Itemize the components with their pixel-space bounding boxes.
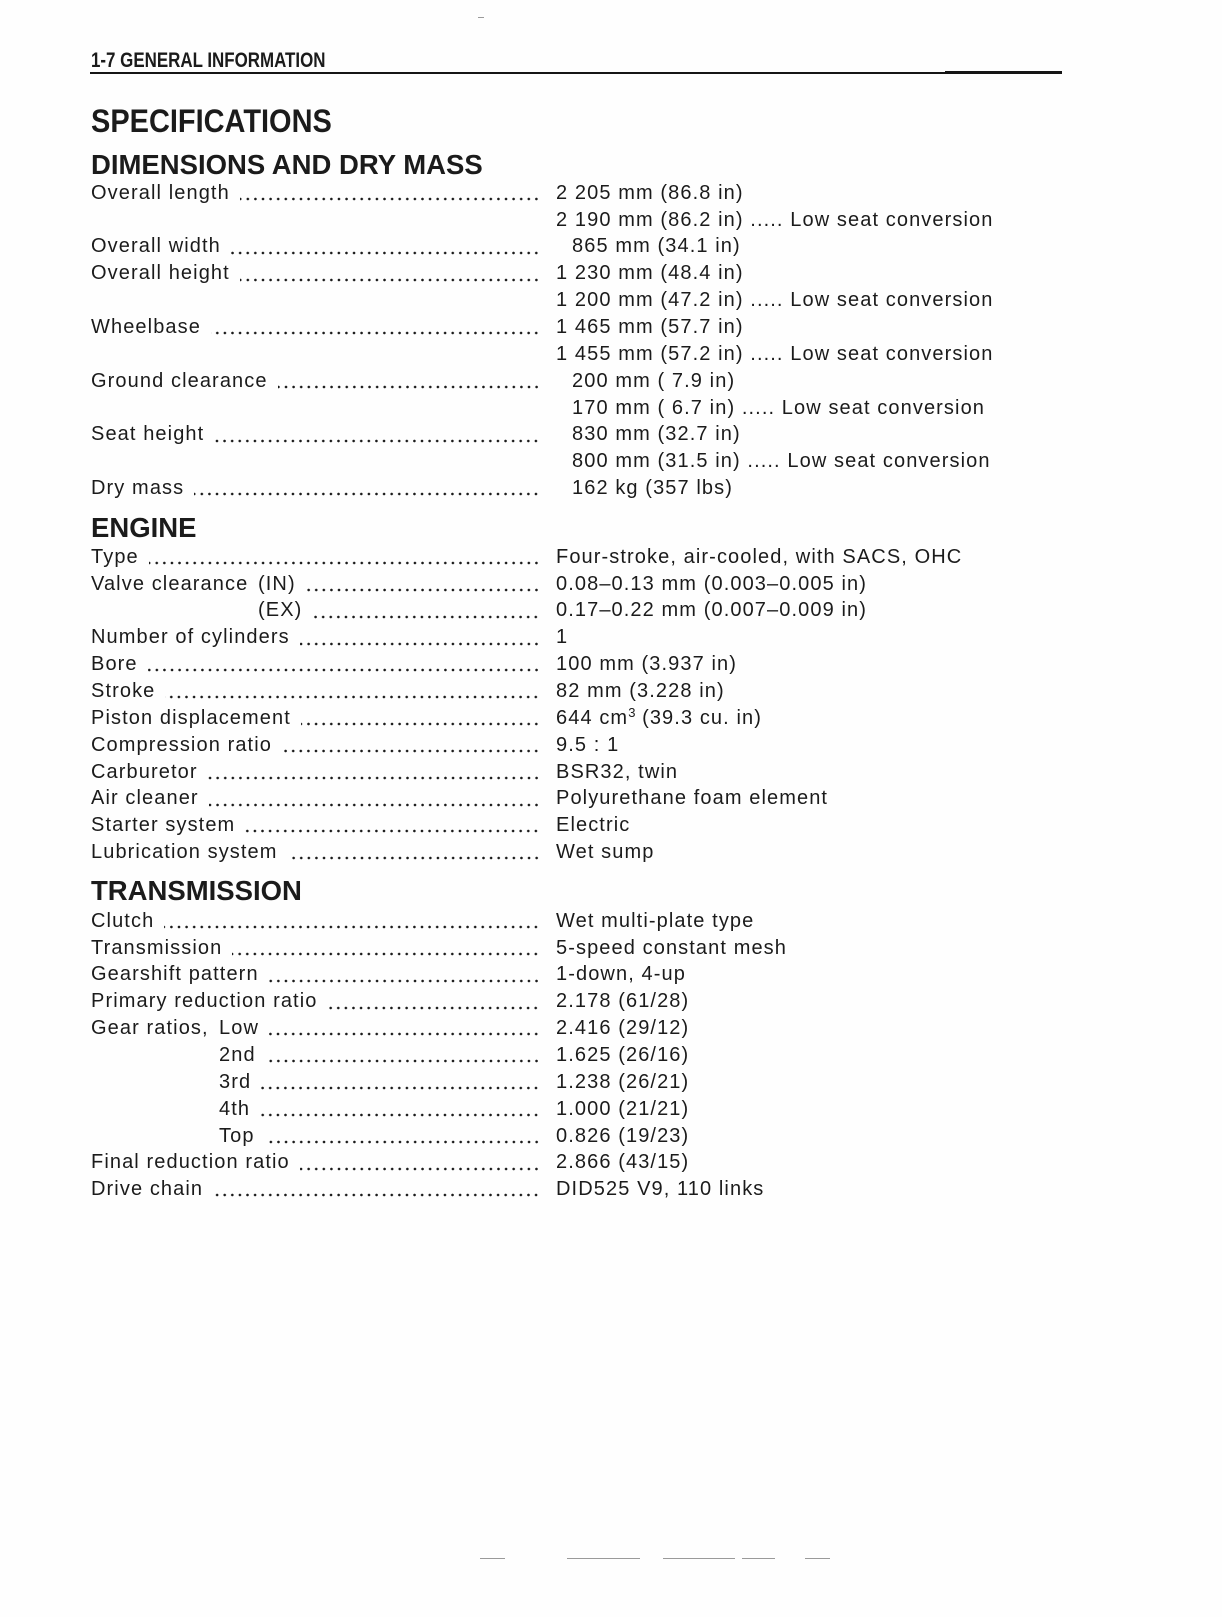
spec-value-column bbox=[556, 678, 725, 705]
spec-value-column bbox=[572, 421, 741, 448]
spec-label: Primary reduction ratio bbox=[91, 990, 318, 1013]
spec-value: Four-stroke, air-cooled, with SACS, OHC bbox=[556, 545, 963, 568]
spec-label: Wheelbase bbox=[91, 316, 201, 339]
spec-row bbox=[91, 1042, 1091, 1069]
spec-label-column bbox=[91, 180, 540, 207]
dot-leader bbox=[266, 1042, 540, 1069]
dot-leader bbox=[208, 759, 540, 786]
dot-leader bbox=[213, 1176, 540, 1203]
spec-sublabel: 3rd bbox=[219, 1070, 252, 1093]
spec-value: 2.866 (43/15) bbox=[556, 1151, 690, 1174]
spec-value-column bbox=[556, 341, 993, 368]
spec-sublabel: Top bbox=[219, 1124, 255, 1147]
spec-row bbox=[91, 421, 1091, 448]
spec-value-column bbox=[556, 1042, 689, 1069]
spec-row bbox=[91, 935, 1091, 962]
spec-value-column bbox=[572, 448, 991, 475]
spec-label-column bbox=[91, 732, 540, 759]
spec-row bbox=[91, 988, 1091, 1015]
spec-label-column bbox=[91, 341, 540, 368]
header-rule bbox=[90, 72, 1062, 74]
spec-row bbox=[91, 287, 1091, 314]
spec-label-column bbox=[91, 678, 540, 705]
spec-value: DID525 V9, 110 links bbox=[556, 1178, 765, 1201]
dot-leader bbox=[282, 732, 540, 759]
spec-value: 1.000 (21/21) bbox=[556, 1097, 690, 1120]
spec-row bbox=[91, 597, 1091, 624]
spec-row bbox=[91, 1149, 1091, 1176]
spec-row bbox=[91, 759, 1091, 786]
dot-leader bbox=[288, 839, 540, 866]
dot-leader bbox=[165, 678, 540, 705]
spec-row bbox=[91, 678, 1091, 705]
dot-leader bbox=[265, 1123, 540, 1150]
spec-sublabel: Low bbox=[219, 1017, 259, 1040]
scan-mark bbox=[478, 17, 484, 18]
dot-leader bbox=[327, 988, 540, 1015]
spec-label: Carburetor bbox=[91, 760, 198, 783]
spec-label-column bbox=[91, 395, 540, 422]
section-heading-dimensions: DIMENSIONS AND DRY MASS bbox=[91, 149, 483, 180]
spec-value: 100 mm (3.937 in) bbox=[556, 653, 737, 676]
dot-leader bbox=[194, 475, 540, 502]
dot-leader bbox=[260, 1096, 540, 1123]
header-rule-accent bbox=[945, 71, 1062, 74]
spec-value: Wet multi-plate type bbox=[556, 909, 755, 932]
spec-value: 170 mm ( 6.7 in) ..... Low seat conversion bbox=[572, 396, 986, 419]
spec-row bbox=[91, 544, 1091, 571]
spec-row bbox=[91, 624, 1091, 651]
spec-label-column bbox=[91, 961, 540, 988]
spec-list-transmission bbox=[91, 908, 1091, 1203]
spec-value: 1 455 mm (57.2 in) ..... Low seat conversion bbox=[556, 342, 994, 365]
spec-label bbox=[91, 1096, 219, 1123]
spec-sublabel: 2nd bbox=[219, 1044, 256, 1067]
spec-value: 9.5 : 1 bbox=[556, 733, 620, 756]
spec-label: Final reduction ratio bbox=[91, 1151, 290, 1174]
spec-label: Number of cylinders bbox=[91, 626, 290, 649]
spec-label: Drive chain bbox=[91, 1178, 204, 1201]
spec-value: 644 cm bbox=[556, 706, 629, 729]
spec-value: 1-down, 4-up bbox=[556, 963, 686, 986]
spec-value: Electric bbox=[556, 814, 631, 837]
spec-label: Gear ratios, bbox=[91, 1017, 209, 1040]
superscript: 3 bbox=[628, 704, 636, 720]
scan-mark bbox=[663, 1558, 735, 1559]
spec-row bbox=[91, 1069, 1091, 1096]
spec-value: 1 200 mm (47.2 in) ..... Low seat conversion bbox=[556, 289, 994, 312]
spec-label-column bbox=[91, 1069, 540, 1096]
spec-label-column bbox=[91, 368, 540, 395]
dot-leader bbox=[269, 961, 540, 988]
spec-value: 1 bbox=[556, 626, 569, 649]
spec-label: Transmission bbox=[91, 936, 223, 959]
dot-leader bbox=[214, 421, 540, 448]
spec-value-column bbox=[556, 812, 630, 839]
dot-leader bbox=[301, 705, 540, 732]
spec-label-column bbox=[91, 759, 540, 786]
spec-value: 5-speed constant mesh bbox=[556, 936, 788, 959]
spec-label: Stroke bbox=[91, 680, 156, 703]
section-heading-transmission: TRANSMISSION bbox=[91, 875, 302, 906]
spec-value: 865 mm (34.1 in) bbox=[572, 235, 741, 258]
spec-value-column bbox=[556, 1176, 764, 1203]
spec-row bbox=[91, 1015, 1091, 1042]
spec-value: 2 205 mm (86.8 in) bbox=[556, 181, 744, 204]
spec-value-column bbox=[572, 395, 985, 422]
spec-value: 1.625 (26/16) bbox=[556, 1044, 690, 1067]
spec-row bbox=[91, 341, 1091, 368]
spec-label: Ground clearance bbox=[91, 369, 268, 392]
scan-mark bbox=[805, 1558, 830, 1559]
dot-leader bbox=[269, 1015, 540, 1042]
dot-leader bbox=[240, 180, 540, 207]
spec-label-column bbox=[91, 287, 540, 314]
spec-label-column bbox=[91, 1015, 540, 1042]
spec-value-column bbox=[556, 935, 787, 962]
spec-label bbox=[91, 597, 258, 624]
spec-label-column bbox=[91, 705, 540, 732]
spec-sublabel: 4th bbox=[219, 1097, 251, 1120]
spec-row bbox=[91, 651, 1091, 678]
dot-leader bbox=[240, 260, 540, 287]
spec-row bbox=[91, 571, 1091, 598]
spec-row bbox=[91, 1123, 1091, 1150]
spec-sublabel: (EX) bbox=[258, 599, 303, 622]
spec-row bbox=[91, 812, 1091, 839]
dot-leader bbox=[164, 908, 540, 935]
spec-value: BSR32, twin bbox=[556, 760, 679, 783]
spec-label: Bore bbox=[91, 653, 138, 676]
spec-value-column bbox=[556, 988, 689, 1015]
dot-leader bbox=[261, 1069, 540, 1096]
spec-sublabel: (IN) bbox=[258, 572, 296, 595]
spec-value-column bbox=[556, 1069, 689, 1096]
spec-row bbox=[91, 908, 1091, 935]
spec-label-column bbox=[91, 1042, 540, 1069]
section-heading-engine: ENGINE bbox=[91, 512, 197, 543]
spec-value-column bbox=[556, 1123, 689, 1150]
spec-value: 1.238 (26/21) bbox=[556, 1070, 690, 1093]
dot-leader bbox=[148, 651, 540, 678]
dot-leader bbox=[300, 624, 540, 651]
spec-value-column bbox=[556, 839, 654, 866]
scan-mark bbox=[567, 1558, 640, 1559]
dot-leader bbox=[231, 233, 540, 260]
spec-row bbox=[91, 395, 1091, 422]
spec-label: Type bbox=[91, 545, 139, 568]
spec-row bbox=[91, 732, 1091, 759]
spec-label: Air cleaner bbox=[91, 787, 199, 810]
page-title bbox=[91, 102, 357, 140]
spec-value-column bbox=[556, 544, 962, 571]
spec-row bbox=[91, 475, 1091, 502]
dot-leader bbox=[209, 785, 540, 812]
spec-row bbox=[91, 314, 1091, 341]
spec-label-column bbox=[91, 812, 540, 839]
spec-label-column bbox=[91, 421, 540, 448]
spec-value-column bbox=[556, 287, 993, 314]
spec-value: 0.08–0.13 mm (0.003–0.005 in) bbox=[556, 572, 867, 595]
spec-value-column bbox=[556, 651, 737, 678]
spec-value: 0.826 (19/23) bbox=[556, 1124, 690, 1147]
spec-value-column bbox=[556, 1015, 689, 1042]
spec-value: 830 mm (32.7 in) bbox=[572, 423, 741, 446]
running-header-title: 1-7 GENERAL INFORMATION bbox=[91, 49, 326, 72]
spec-value-column bbox=[556, 314, 744, 341]
spec-row bbox=[91, 233, 1091, 260]
spec-row bbox=[91, 839, 1091, 866]
spec-value-suffix: (39.3 cu. in) bbox=[635, 706, 762, 729]
running-header bbox=[91, 49, 382, 73]
spec-row bbox=[91, 207, 1091, 234]
dot-leader bbox=[278, 368, 540, 395]
spec-label-column bbox=[91, 475, 540, 502]
spec-value-column bbox=[556, 571, 867, 598]
spec-label-column bbox=[91, 448, 540, 475]
spec-label: Overall length bbox=[91, 181, 230, 204]
spec-label-column bbox=[91, 597, 540, 624]
dot-leader bbox=[312, 597, 540, 624]
spec-value-column bbox=[556, 961, 686, 988]
page-title-text: SPECIFICATIONS bbox=[91, 103, 332, 139]
spec-value: 0.17–0.22 mm (0.007–0.009 in) bbox=[556, 599, 867, 622]
spec-value-column bbox=[572, 233, 741, 260]
spec-label-column bbox=[91, 908, 540, 935]
scan-mark bbox=[742, 1558, 775, 1559]
spec-label-column bbox=[91, 314, 540, 341]
spec-row bbox=[91, 1176, 1091, 1203]
spec-label: Dry mass bbox=[91, 477, 185, 500]
spec-value: 1 465 mm (57.7 in) bbox=[556, 316, 744, 339]
spec-value: 1 230 mm (48.4 in) bbox=[556, 262, 744, 285]
spec-label: Overall height bbox=[91, 262, 230, 285]
spec-value: 800 mm (31.5 in) ..... Low seat conversion bbox=[572, 450, 991, 473]
spec-list-engine bbox=[91, 544, 1091, 866]
spec-row bbox=[91, 1096, 1091, 1123]
dot-leader bbox=[245, 812, 540, 839]
spec-value-column bbox=[556, 1149, 689, 1176]
spec-row bbox=[91, 705, 1091, 732]
spec-label-column bbox=[91, 651, 540, 678]
spec-label: Compression ratio bbox=[91, 733, 272, 756]
spec-label bbox=[91, 1042, 219, 1069]
spec-label-column bbox=[91, 571, 540, 598]
spec-label: Starter system bbox=[91, 814, 236, 837]
spec-label-column bbox=[91, 1096, 540, 1123]
spec-value: 162 kg (357 lbs) bbox=[572, 477, 734, 500]
spec-label-column bbox=[91, 207, 540, 234]
spec-label: Overall width bbox=[91, 235, 221, 258]
spec-value: Polyurethane foam element bbox=[556, 787, 829, 810]
spec-value: 2 190 mm (86.2 in) ..... Low seat conversion bbox=[556, 208, 994, 231]
spec-value: 2.178 (61/28) bbox=[556, 990, 690, 1013]
spec-label-column bbox=[91, 544, 540, 571]
spec-value-column bbox=[556, 624, 568, 651]
spec-label bbox=[91, 1069, 219, 1096]
spec-row bbox=[91, 260, 1091, 287]
spec-value-column bbox=[556, 785, 828, 812]
spec-value: 200 mm ( 7.9 in) bbox=[572, 369, 736, 392]
spec-value-column bbox=[556, 180, 744, 207]
spec-row bbox=[91, 180, 1091, 207]
spec-label-column bbox=[91, 839, 540, 866]
spec-value: Wet sump bbox=[556, 841, 655, 864]
spec-value-column bbox=[556, 597, 867, 624]
scan-mark bbox=[480, 1558, 505, 1559]
spec-row bbox=[91, 368, 1091, 395]
dot-leader bbox=[300, 1149, 540, 1176]
spec-row bbox=[91, 448, 1091, 475]
spec-row bbox=[91, 961, 1091, 988]
spec-label-column bbox=[91, 935, 540, 962]
spec-value-column bbox=[556, 705, 762, 732]
dot-leader bbox=[232, 935, 540, 962]
spec-label-column bbox=[91, 624, 540, 651]
dot-leader bbox=[306, 571, 540, 598]
spec-value: 2.416 (29/12) bbox=[556, 1017, 690, 1040]
spec-value-column bbox=[556, 260, 744, 287]
spec-row bbox=[91, 785, 1091, 812]
spec-value-column bbox=[556, 207, 993, 234]
spec-label: Seat height bbox=[91, 423, 205, 446]
spec-value-column bbox=[572, 475, 733, 502]
spec-value: 82 mm (3.228 in) bbox=[556, 680, 725, 703]
spec-label-column bbox=[91, 1149, 540, 1176]
spec-label: Gearshift pattern bbox=[91, 963, 259, 986]
spec-value-column bbox=[556, 759, 678, 786]
spec-value-column bbox=[556, 908, 754, 935]
spec-value-column bbox=[556, 732, 619, 759]
spec-label-column bbox=[91, 233, 540, 260]
spec-label-column bbox=[91, 785, 540, 812]
spec-label: Lubrication system bbox=[91, 841, 278, 864]
spec-label: Piston displacement bbox=[91, 706, 291, 729]
spec-label-column bbox=[91, 1176, 540, 1203]
spec-value-column bbox=[572, 368, 735, 395]
spec-label bbox=[91, 1123, 219, 1150]
dot-leader bbox=[149, 544, 540, 571]
dot-leader bbox=[211, 314, 540, 341]
spec-label: Clutch bbox=[91, 909, 155, 932]
spec-value-column bbox=[556, 1096, 689, 1123]
spec-label-column bbox=[91, 1123, 540, 1150]
spec-list-dimensions bbox=[91, 180, 1091, 502]
spec-label-column bbox=[91, 988, 540, 1015]
spec-label: Valve clearance bbox=[91, 572, 249, 595]
spec-label-column bbox=[91, 260, 540, 287]
